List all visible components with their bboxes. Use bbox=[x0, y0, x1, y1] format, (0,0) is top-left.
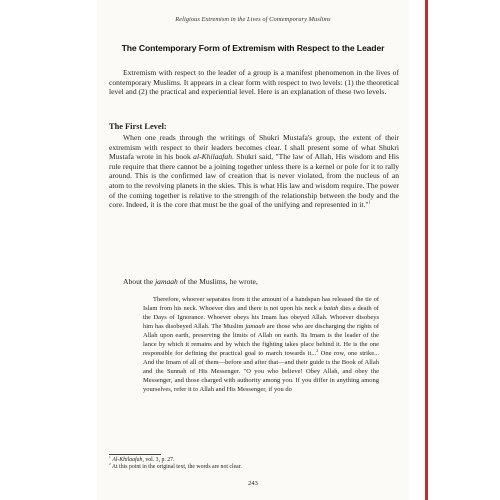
first-level-text-rest: . Shukri said, "The law of Allah, His wisdom and His rule require that there cannot be a joining together unless there is a kernel or pole for it to rally around. This is the confirmed law of creation that is never violated, from the nucleus of an atom to the revolving planets in the skies. This is what His law and wisdom require. The power of the coming together is relative to the strength of the relationship between the body and the core. Indeed, it is the core that must be the goal of the unifying and represented in it." bbox=[109, 152, 399, 210]
page-number: 243 bbox=[248, 480, 258, 487]
term-jamaah: jamaah bbox=[155, 277, 178, 286]
about-text-end: of the Muslims, he wrote, bbox=[177, 277, 258, 286]
quote-part-3: are those who are discharging the rights of Allah upon earth, preserving the limits of Allah on earth. Its Imam is the leader of the lance by which it remains and by which the fighting takes place behind it. He is the one responsible for defining the practical goal to march towards it... bbox=[143, 322, 379, 357]
quote-part-4: One row, one strike... And the Imam of all of them—before and after that—and their guide is the Book of Allah and the Sunnah of His Messenger. "O you who believe! Obey Allah, and obey the Messenger, and those charged with authority among you. If you differ in anything among yourselves, refer it to Allah and His Messenger, if you do bbox=[143, 349, 379, 393]
quote-part-2: dies a death of the Days of Ignorance. Whoever obeys his Imam has obeyed Allah. Whoever disobeys him has disobeyed Allah. The Muslim bbox=[143, 304, 379, 330]
footnote-ref-2[interactable]: 2 bbox=[316, 348, 319, 353]
about-jamaah-paragraph bbox=[109, 277, 399, 287]
book-title-al-khilaafah: al-Khilaafah bbox=[193, 152, 232, 162]
chapter-title: The Contemporary Form of Extremism with Respect to the Leader bbox=[121, 43, 385, 53]
footnote-divider bbox=[109, 454, 161, 455]
first-level-paragraph bbox=[109, 133, 399, 210]
term-jamaah-quote: jamaah bbox=[245, 322, 265, 330]
block-quote bbox=[143, 296, 379, 394]
footnote-1-marker: 1 bbox=[109, 455, 111, 460]
term-baiah: baiah bbox=[323, 304, 339, 312]
running-head: Religious Extremism in the Lives of Contemporary Muslims bbox=[175, 16, 331, 23]
footnote-2-text: At this point in the original text, the words are not clear. bbox=[111, 464, 242, 471]
footnote-2-marker: 2 bbox=[109, 462, 111, 467]
book-binding-edge bbox=[425, 0, 428, 500]
intro-paragraph: Extremism with respect to the leader of a group is a manifest phenomenon in the lives of contemporary Muslims. It appears in a clear form with respect to two levels: (1) the theoretical level and (2) the practical and experiential level. Here is an explanation of these two levels. bbox=[109, 68, 399, 97]
footnote-ref-1[interactable]: 1 bbox=[368, 199, 371, 205]
section-heading-first-level: The First Level: bbox=[109, 122, 167, 131]
footnote-1-title: Al-Khilaafah bbox=[112, 457, 143, 463]
about-text-start: About the bbox=[123, 277, 156, 286]
footnote-2 bbox=[109, 464, 399, 471]
quote-part-1: Therefore, whoever separates from it the amount of a handspan has released the tie of Islam from his neck. Whoever dies and there is not upon his neck a bbox=[143, 296, 379, 312]
first-level-text-start: When one reads through the writings of Shukri Mustafa's group, the extent of their extremism with respect to their leaders becomes clear. I shall present some of what Shukri Mustafa wrote in his book bbox=[109, 133, 399, 162]
book-page bbox=[97, 0, 409, 500]
footnotes bbox=[109, 457, 399, 471]
footnote-1-text: , vol. 3, p. 27. bbox=[142, 457, 175, 463]
